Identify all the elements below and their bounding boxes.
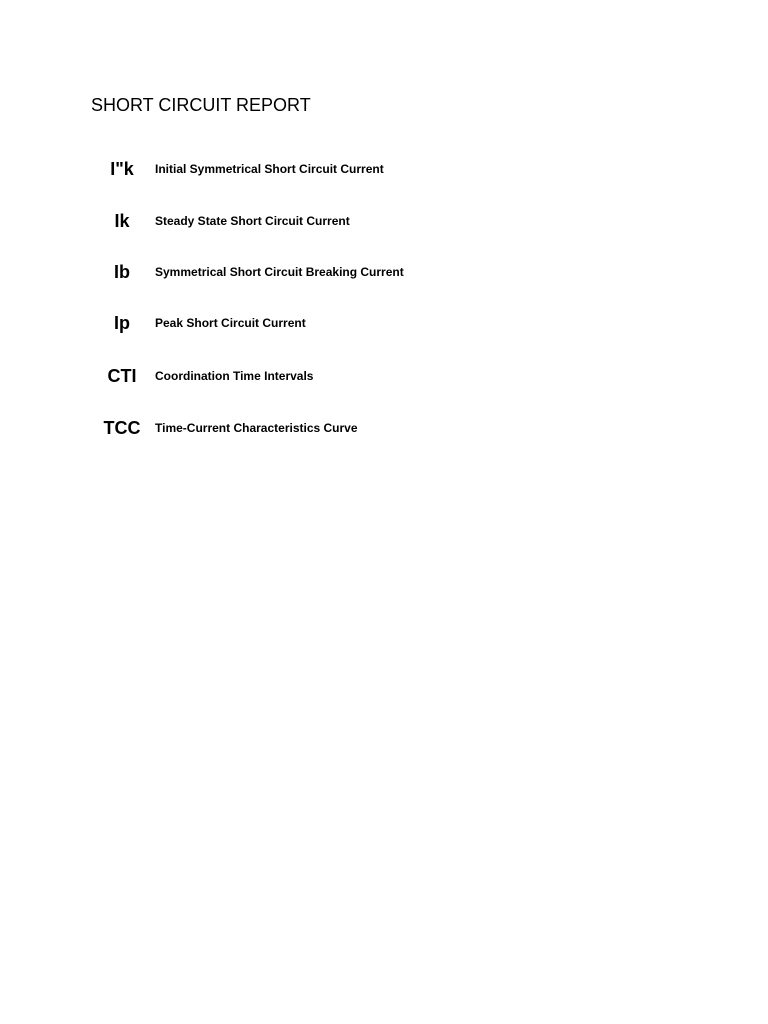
abbreviation-row: [0, 206, 768, 236]
abbreviation-row: [0, 154, 768, 184]
abbreviation-description: Steady State Short Circuit Current: [155, 214, 350, 228]
abbreviation-description: Initial Symmetrical Short Circuit Current: [155, 162, 384, 176]
abbreviation-symbol: Ip: [114, 313, 130, 333]
abbreviation-row: [0, 257, 768, 287]
abbreviation-symbol: Ik: [114, 211, 130, 231]
abbreviation-description: Coordination Time Intervals: [155, 369, 314, 383]
abbreviation-symbol: CTI: [107, 366, 137, 386]
abbreviation-row: [0, 413, 768, 443]
abbreviation-description: Peak Short Circuit Current: [155, 316, 306, 330]
abbreviation-symbol: TCC: [103, 418, 141, 438]
abbreviation-symbol: I"k: [110, 159, 134, 179]
abbreviation-symbol: Ib: [114, 262, 130, 282]
abbreviation-row: [0, 308, 768, 338]
abbreviation-row: [0, 361, 768, 391]
abbreviation-description: Symmetrical Short Circuit Breaking Current: [155, 265, 404, 279]
page-title: SHORT CIRCUIT REPORT: [91, 95, 311, 115]
abbreviation-description: Time-Current Characteristics Curve: [155, 421, 358, 435]
